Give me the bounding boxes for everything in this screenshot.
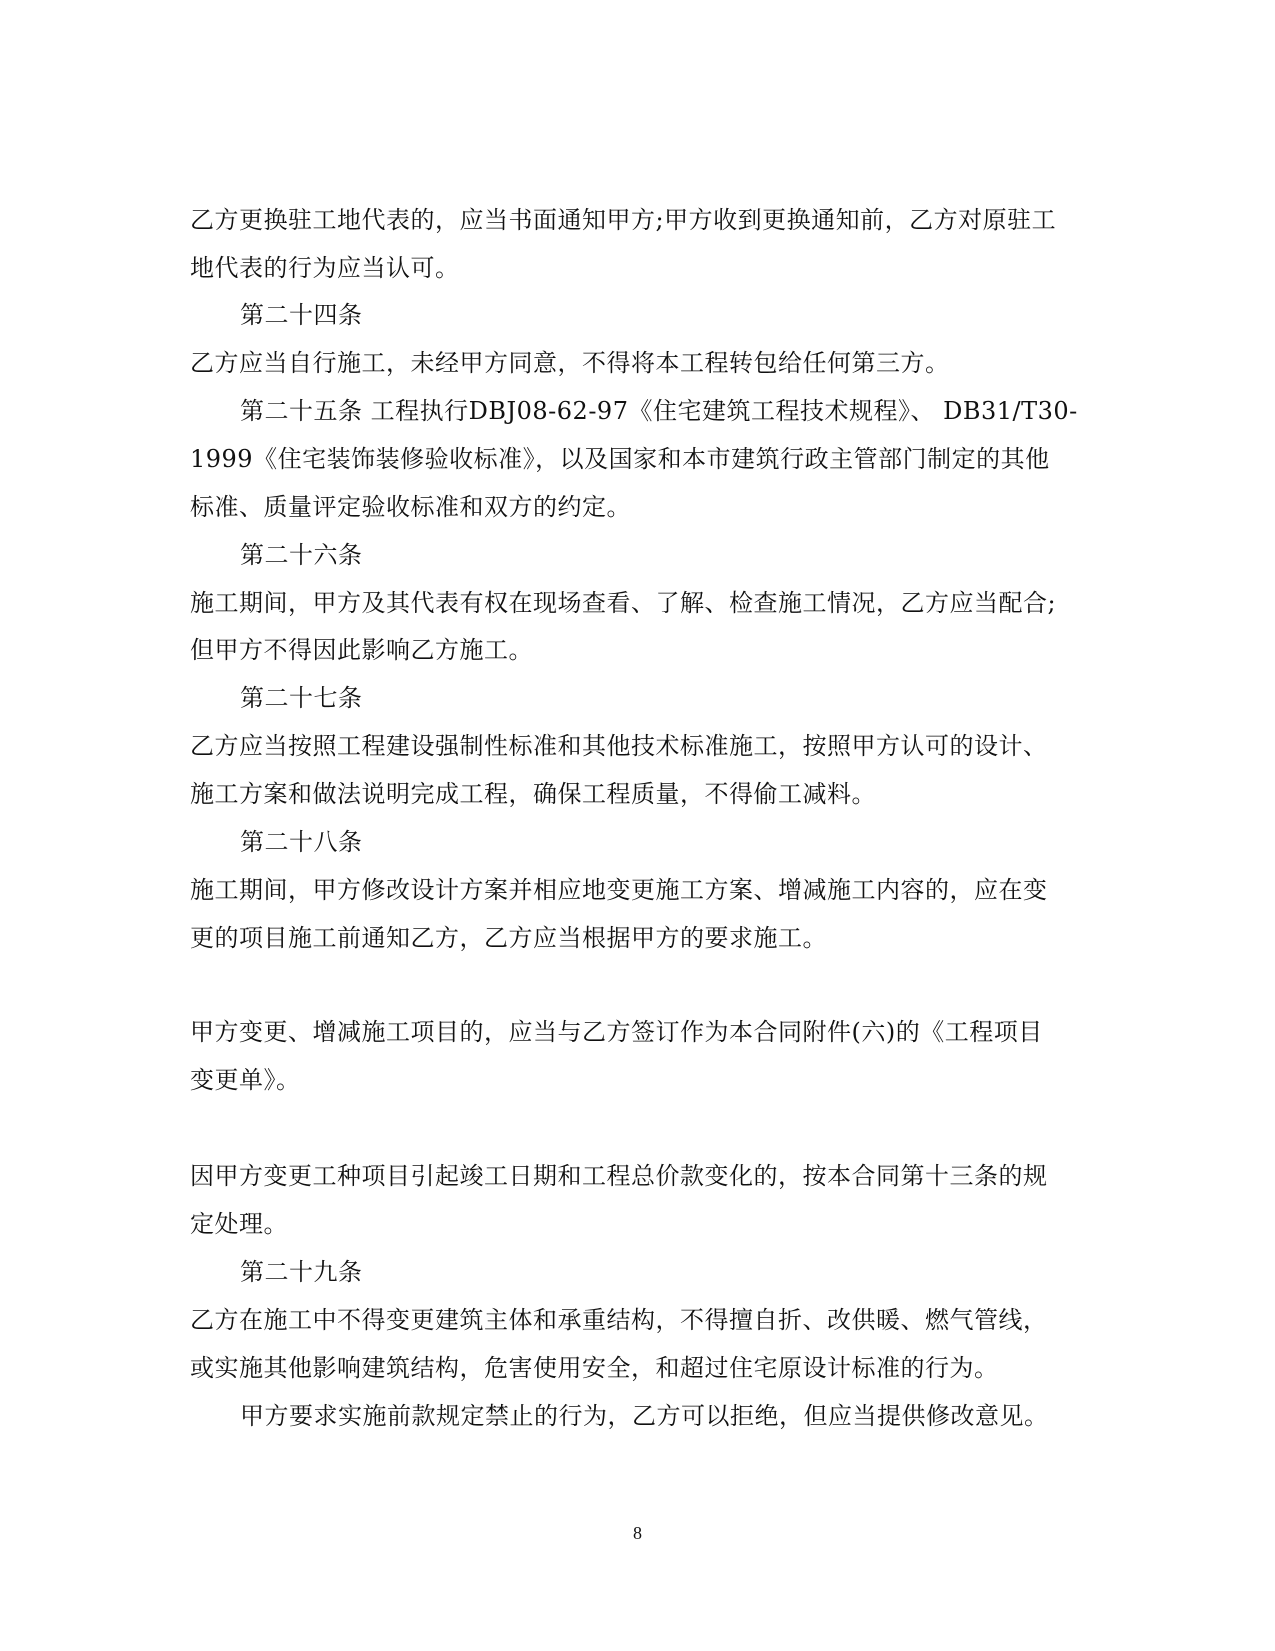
text-line: 施工方案和做法说明完成工程，确保工程质量，不得偷工减料。 (190, 780, 876, 808)
article-heading: 第二十六条 (240, 541, 363, 569)
text-line: 更的项目施工前通知乙方，乙方应当根据甲方的要求施工。 (190, 924, 827, 952)
article-heading: 第二十七条 (240, 684, 363, 712)
article-heading: 第二十九条 (240, 1258, 363, 1286)
text-line: 乙方应当自行施工，未经甲方同意，不得将本工程转包给任何第三方。 (190, 349, 950, 377)
article-heading: 第二十四条 (240, 301, 363, 329)
text-line: 乙方更换驻工地代表的，应当书面通知甲方;甲方收到更换通知前，乙方对原驻工 (190, 206, 1057, 234)
text-line: 乙方在施工中不得变更建筑主体和承重结构，不得擅自折、改供暖、燃气管线， (190, 1306, 1048, 1334)
text-line: 定处理。 (190, 1210, 288, 1238)
text-line: 施工期间，甲方修改设计方案并相应地变更施工方案、增减施工内容的，应在变 (190, 876, 1048, 904)
text-line: 变更单》。 (190, 1066, 301, 1094)
text-line: 施工期间，甲方及其代表有权在现场查看、了解、检查施工情况，乙方应当配合; (190, 589, 1057, 617)
text-line: 甲方变更、增减施工项目的，应当与乙方签订作为本合同附件(六)的《工程项目 (190, 1018, 1043, 1046)
text-line: 甲方要求实施前款规定禁止的行为，乙方可以拒绝，但应当提供修改意见。 (240, 1402, 1049, 1430)
text-line: 但甲方不得因此影响乙方施工。 (190, 636, 533, 664)
text-line: 乙方应当按照工程建设强制性标准和其他技术标准施工，按照甲方认可的设计、 (190, 732, 1048, 760)
text-line: 因甲方变更工种项目引起竣工日期和工程总价款变化的，按本合同第十三条的规 (190, 1162, 1048, 1190)
text-line: 或实施其他影响建筑结构，危害使用安全，和超过住宅原设计标准的行为。 (190, 1354, 999, 1382)
text-line: 1999《住宅装饰装修验收标准》，以及国家和本市建筑行政主管部门制定的其他 (190, 445, 1050, 473)
article-heading: 第二十八条 (240, 828, 363, 856)
text-line: 标准、质量评定验收标准和双方的约定。 (190, 493, 631, 521)
page-number: 8 (633, 1523, 642, 1543)
text-line: 第二十五条 工程执行DBJ08-62-97《住宅建筑工程技术规程》、 DB31/T30- (240, 397, 1078, 425)
text-line: 地代表的行为应当认可。 (190, 254, 460, 282)
